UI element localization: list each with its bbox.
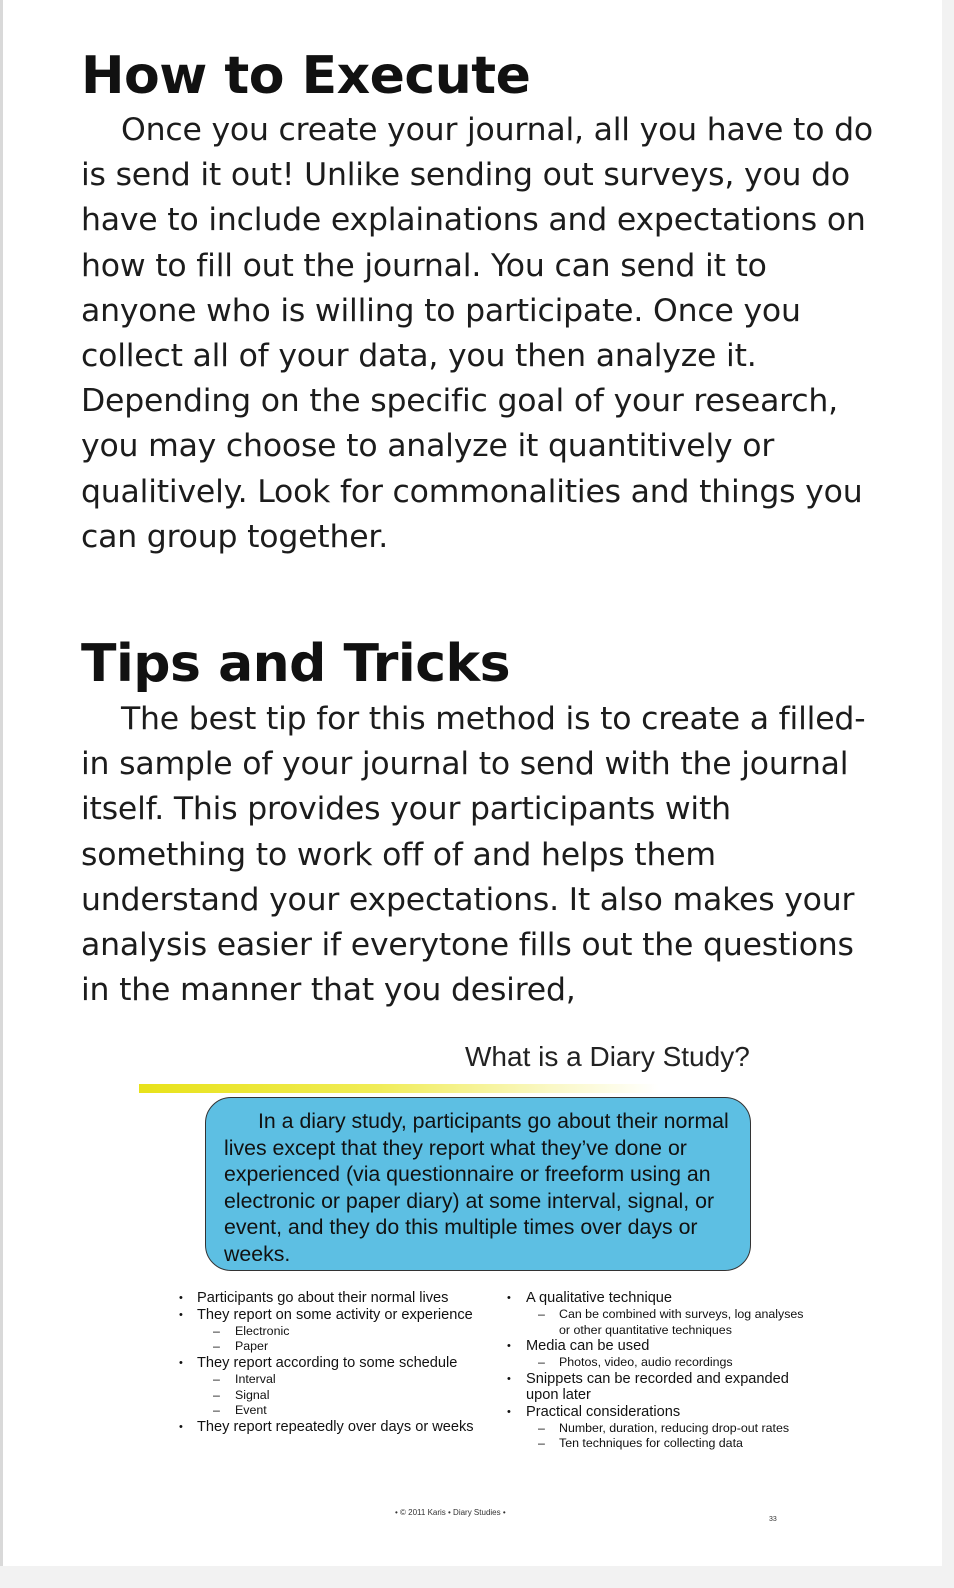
diary-study-slide-image (133, 1036, 813, 1536)
list-item: • They report repeatedly over days or weeks (177, 1419, 497, 1435)
list-item: • Participants go about their normal lives (177, 1290, 497, 1306)
sub-list-item: – Number, duration, reducing drop-out rates (505, 1421, 805, 1437)
list-item: • Practical considerations (505, 1404, 805, 1420)
list-item: • They report according to some schedule (177, 1355, 497, 1371)
list-item: • Snippets can be recorded and expanded upon later (505, 1371, 805, 1404)
definition-bubble (205, 1097, 751, 1271)
slide-footer: • © 2011 Karis • Diary Studies • (395, 1508, 506, 1517)
list-item: • They report on some activity or experience (177, 1307, 497, 1323)
slide-title: What is a Diary Study? (465, 1041, 750, 1072)
sub-list-item: – Electronic (177, 1324, 497, 1340)
sub-list-item: – Event (177, 1403, 497, 1419)
section-heading-tips-and-tricks: Tips and Tricks (81, 634, 511, 694)
section-body-how-to-execute: Once you create your journal, all you have to do is send it out! Unlike sending out surveys, you do have to include explainations and expectations on how to fill out the journal. You can send it to anyone who is willing to participate. Once you collect all of your data, you then analyze it. Depending on the specific goal of your research, you may choose to analyze it quantitively or qualitively. Look for commonalities and things you can group together. (81, 112, 873, 555)
sub-list-item: – Interval (177, 1372, 497, 1388)
slide-accent-bar (139, 1084, 659, 1093)
sub-list-item: – Ten techniques for collecting data (505, 1436, 805, 1452)
section-heading-how-to-execute: How to Execute (81, 46, 531, 106)
slide-right-bullet-list (505, 1290, 805, 1452)
sub-list-item: – Signal (177, 1388, 497, 1404)
sub-list-item: – Photos, video, audio recordings (505, 1355, 805, 1371)
section-body-tips-and-tricks: The best tip for this method is to create a filled-in sample of your journal to send with the journal itself. This provides your participants with something to work off of and helps them understand your expectations. It also makes your analysis easier if everytone fills out the questions in the manner that you desired, (81, 701, 866, 1009)
definition-text: In a diary study, participants go about their normal lives except that they report what they’ve done or experienced (via questionnaire or freeform using an electronic or paper diary) at some interval, signal, or event, and they do this multiple times over days or weeks. (224, 1109, 729, 1266)
slide-left-bullet-list (177, 1290, 497, 1436)
list-item: • Media can be used (505, 1338, 805, 1354)
list-item: • A qualitative technique (505, 1290, 805, 1306)
slide-page-number: 33 (769, 1516, 777, 1523)
sub-list-item: – Paper (177, 1339, 497, 1355)
sub-list-item: – Can be combined with surveys, log analyses or other quantitative techniques (505, 1307, 805, 1338)
